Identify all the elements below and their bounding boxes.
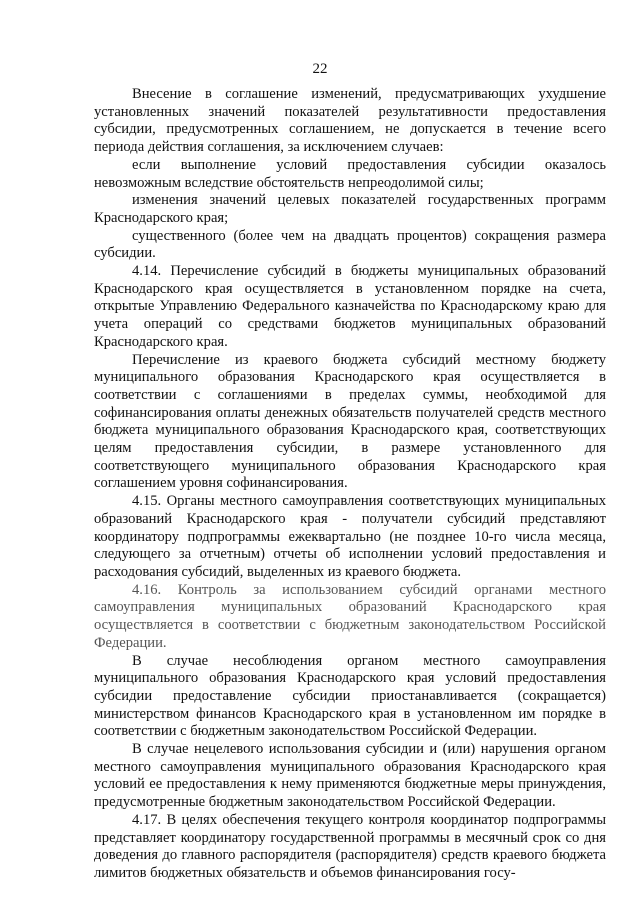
paragraph-4-16: 4.16. Контроль за использованием субсидий органами местного самоуправления муниципальных образований Краснодарского края осуществляется в соответствии с бюджетным законодательством Российской Федерации.	[94, 581, 606, 651]
paragraph-amendment-intro: Внесение в соглашение изменений, предусматривающих ухудшение установленных значений показателей результативности предоставления субсидии, предусмотренных соглашением, не допускается в течение всего периода действия соглашения, за исключением случаев:	[94, 86, 606, 156]
paragraph-misuse: В случае нецелевого использования субсидии и (или) нарушения органом местного самоуправления муниципального образования Краснодарского края условий ее предоставления к нему применяются бюджетные меры принуждения, предусмотренные бюджетным законодательством Российской Федерации.	[94, 741, 606, 811]
paragraph-noncompliance: В случае несоблюдения органом местного самоуправления муниципального образования Краснодарского края условий предоставления субсидии предоставление субсидии приостанавливается (сокращается) министерством финансов Краснодарского края в установленном им порядке в соответствии с бюджетным законодательством Российской Федерации.	[94, 652, 606, 740]
body-text	[94, 86, 606, 883]
paragraph-transfer-from-regional-budget: Перечисление из краевого бюджета субсидий местному бюджету муниципального образования Краснодарского края осуществляется в соответствии с соглашениями в пределах суммы, необходимой для софинансирования оплаты денежных обязательств получателей средств местного бюджета муниципального образования Краснодарского края, соответствующих целям предоставления субсидии, в размере установленного для соответствующего муниципального образования Краснодарского края соглашением уровня софинансирования.	[94, 351, 606, 492]
page-number: 22	[312, 61, 328, 77]
paragraph-4-14: 4.14. Перечисление субсидий в бюджеты муниципальных образований Краснодарского края осуществляется в установленном порядке на счета, открытые Управлению Федерального казначейства по Краснодарскому краю для учета операций со средствами бюджетов муниципальных образований Краснодарского края.	[94, 263, 606, 350]
paragraph-4-17: 4.17. В целях обеспечения текущего контроля координатор подпрограммы представляет координатору государственной программы в месячный срок со дня доведения до главного распорядителя (распорядителя) средств краевого бюджета лимитов бюджетных обязательств и объемов финансирования госу-	[94, 811, 606, 881]
paragraph-4-15: 4.15. Органы местного самоуправления соответствующих муниципальных образований Краснодарского края - получатели субсидий представляют координатору подпрограммы ежеквартально (не позднее 10-го числа месяца, следующего за отчетным) отчеты об исполнении условий предоставления и расходования субсидий, выделенных из краевого бюджета.	[94, 493, 606, 580]
paragraph-subsidy-reduction: существенного (более чем на двадцать процентов) сокращения размера субсидии.	[94, 227, 606, 262]
paragraph-target-indicators: изменения значений целевых показателей государственных программ Краснодарского края;	[94, 192, 606, 226]
paragraph-force-majeure: если выполнение условий предоставления субсидии оказалось невозможным вследствие обстоятельств непреодолимой силы;	[94, 156, 606, 191]
